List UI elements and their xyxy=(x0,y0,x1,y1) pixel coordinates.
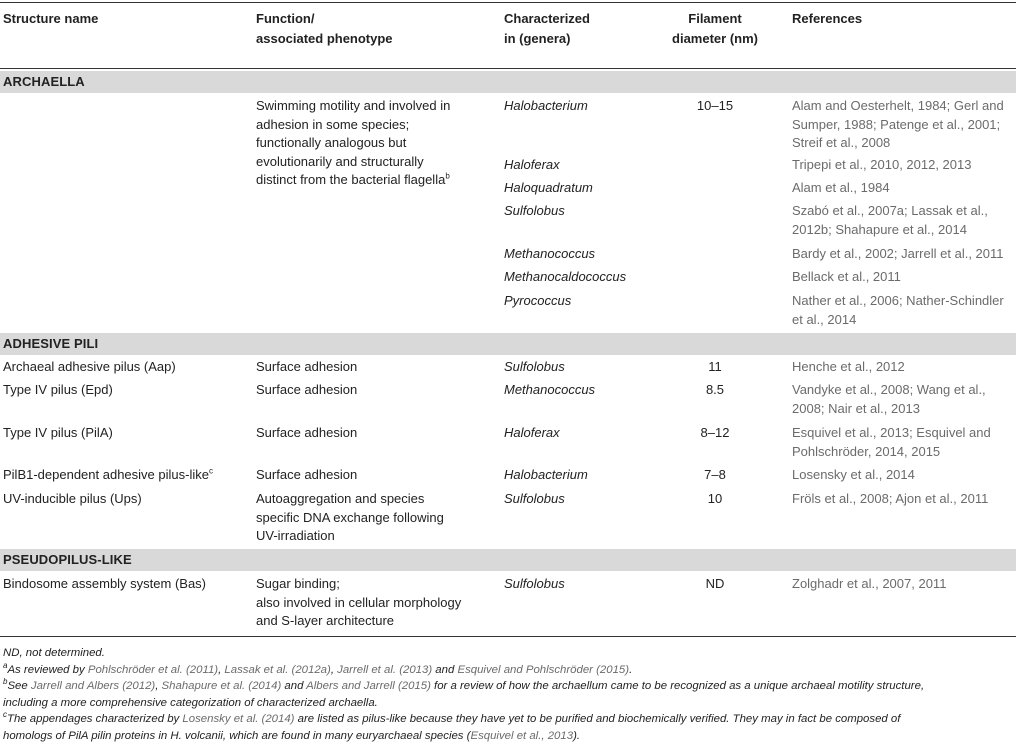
structure-genus: Sulfolobus xyxy=(504,576,565,591)
footnote-marker: b xyxy=(445,171,450,181)
function-line: UV-irradiation xyxy=(256,528,335,543)
footnote-marker: c xyxy=(3,710,7,720)
structure-name: UV-inducible pilus (Ups) xyxy=(3,491,142,506)
table-top-rule xyxy=(0,2,1016,3)
function-line: Surface adhesion xyxy=(256,467,358,482)
archaella-function-line: evolutionarily and structurally xyxy=(256,153,424,169)
footnote-c-line2: homologs of PilA pilin proteins in H. volcanii, which are found in many euryarchaeal species (Esquivel et al., 2013). xyxy=(3,729,581,742)
archaella-function-line: functionally analogous but xyxy=(256,135,407,150)
structure-genus: Haloferax xyxy=(504,425,560,440)
function-line: Surface adhesion xyxy=(256,425,358,440)
footnote-nd: ND, not determined. xyxy=(3,647,105,659)
footnote-marker: a xyxy=(3,660,8,670)
archaella-refs xyxy=(792,202,988,239)
header-characterized-line2: in (genera) xyxy=(504,31,571,46)
section-title-pseudopilus-like: PSEUDOPILUS-LIKE xyxy=(3,552,132,567)
structure-diameter: 11 xyxy=(708,359,722,374)
header-function xyxy=(256,9,393,49)
ref-line: Losensky et al., 2014 xyxy=(792,467,915,482)
ref-line: Nather et al., 2006; Nather-Schindler xyxy=(792,293,1004,308)
structure-name: PilB1-dependent adhesive pilus-like$^c$ xyxy=(3,466,213,482)
structure-function xyxy=(256,358,357,377)
ref-line: Sumper, 1988; Patenge et al., 2001; xyxy=(792,116,1001,132)
header-function-line2: associated phenotype xyxy=(256,31,393,46)
archaella-function-line: Swimming motility and involved in xyxy=(256,98,451,113)
footnote-marker: c xyxy=(208,466,213,476)
header-characterized xyxy=(504,9,590,49)
structure-diameter: 7–8 xyxy=(704,467,726,482)
ref-line: Vandyke et al., 2008; Wang et al., xyxy=(792,382,986,397)
archaella-refs xyxy=(792,156,971,175)
structure-refs xyxy=(792,424,991,461)
function-line: Surface adhesion xyxy=(256,359,358,374)
function-line: Surface adhesion xyxy=(256,382,358,397)
archaella-genus: Sulfolobus xyxy=(504,203,565,218)
structure-diameter: ND xyxy=(705,576,725,591)
footnotes xyxy=(3,645,1013,744)
archaella-genus: Halobacterium xyxy=(504,98,588,113)
structure-genus: Halobacterium xyxy=(504,467,588,482)
structure-name: Bindosome assembly system (Bas) xyxy=(3,576,207,591)
ref-line: Pohlschröder, 2014, 2015 xyxy=(792,443,941,459)
table-bottom-rule xyxy=(0,636,1016,637)
citation-link[interactable]: Pohlschröder et al. (2011) xyxy=(87,663,219,676)
archaella-refs xyxy=(792,268,901,287)
header-filament-line1: Filament xyxy=(688,11,742,26)
structure-function xyxy=(256,490,444,546)
section-title-adhesive-pili: ADHESIVE PILI xyxy=(3,336,99,351)
structure-function xyxy=(256,575,461,631)
structure-function xyxy=(256,424,357,443)
structure-diameter: 8–12 xyxy=(700,425,730,440)
footnote-marker: b xyxy=(3,677,8,687)
structure-refs xyxy=(792,381,986,418)
ref-line: et al., 2014 xyxy=(792,311,857,327)
footnote-a: $^a$As reviewed by Pohlschröder et al. (2011), Lassak et al. (2012a), Jarrell et al. (2013) and Esquivel and Pohlschröder (2015). xyxy=(3,660,633,676)
ref-line: 2008; Nair et al., 2013 xyxy=(792,400,920,416)
structure-refs xyxy=(792,575,946,594)
footnote-b: $^b$See Jarrell and Albers (2012), Shahapure et al. (2014) and Albers and Jarrell (2015) for a review of how the archaellum came to be recognized as a unique archaeal motility structure, xyxy=(3,677,925,692)
function-line: also involved in cellular morphology xyxy=(256,594,462,610)
section-band-pseudopilus-like xyxy=(0,549,1016,571)
citation-link[interactable]: Albers and Jarrell (2015) xyxy=(306,680,431,692)
header-references: References xyxy=(792,11,863,26)
footnote-b-line2: including a more comprehensive categorization of characterized archaella. xyxy=(3,696,378,709)
ref-line: Alam and Oesterhelt, 1984; Gerl and xyxy=(792,98,1004,113)
ref-line: Fröls et al., 2008; Ajon et al., 2011 xyxy=(792,491,989,506)
header-filament-line2: diameter (nm) xyxy=(672,31,758,46)
citation-link[interactable]: Esquivel and Pohlschröder (2015) xyxy=(457,663,630,676)
structure-diameter: 10 xyxy=(707,491,723,506)
citation-link[interactable]: Esquivel et al., 2013 xyxy=(470,729,574,742)
citation-link[interactable]: Jarrell and Albers (2012) xyxy=(30,680,156,692)
ref-line: Esquivel et al., 2013; Esquivel and xyxy=(792,425,991,440)
ref-line: Alam et al., 1984 xyxy=(792,180,890,195)
archaella-genus: Methanocaldococcus xyxy=(504,269,627,284)
ref-line: Streif et al., 2008 xyxy=(792,135,891,150)
citation-link[interactable]: Jarrell et al. (2013) xyxy=(337,663,433,676)
archaella-genus: Haloquadratum xyxy=(504,180,593,195)
function-line: Sugar binding; xyxy=(256,576,340,591)
header-bottom-rule xyxy=(0,68,1016,69)
archaella-diameter: 10–15 xyxy=(696,98,734,113)
function-line: specific DNA exchange following xyxy=(256,509,444,525)
ref-line: Bellack et al., 2011 xyxy=(792,269,901,284)
archaella-genus: Haloferax xyxy=(504,157,560,172)
ref-line: Tripepi et al., 2010, 2012, 2013 xyxy=(792,157,972,172)
ref-line: Szabó et al., 2007a; Lassak et al., xyxy=(792,203,988,218)
citation-link[interactable]: Losensky et al. (2014) xyxy=(182,713,295,725)
structure-function xyxy=(256,381,357,400)
structure-function xyxy=(256,466,357,485)
function-line: and S-layer architecture xyxy=(256,613,395,628)
ref-line: Henche et al., 2012 xyxy=(792,359,905,374)
structure-genus: Methanococcus xyxy=(504,382,596,397)
ref-line: Zolghadr et al., 2007, 2011 xyxy=(792,576,947,591)
structure-genus: Sulfolobus xyxy=(504,359,565,374)
ref-line: Bardy et al., 2002; Jarrell et al., 2011 xyxy=(792,246,1004,261)
archaella-genus: Methanococcus xyxy=(504,246,596,261)
function-line: Autoaggregation and species xyxy=(256,491,425,506)
archaella-genus: Pyrococcus xyxy=(504,293,572,308)
archaella-function-line: distinct from the bacterial flagella$^b$ xyxy=(256,171,450,187)
structure-diameter: 8.5 xyxy=(705,382,725,397)
section-title-archaella: ARCHAELLA xyxy=(3,74,85,89)
header-structure-name: Structure name xyxy=(3,11,99,26)
archaella-refs xyxy=(792,292,1004,329)
structure-name: Type IV pilus (Epd) xyxy=(3,382,113,397)
footnote-c: $^c$The appendages characterized by Losensky et al. (2014) are listed as pilus-like because they have yet to be purified and biochemically verified. They may in fact be composed of xyxy=(3,710,901,725)
archaella-refs xyxy=(792,97,1004,153)
structure-genus: Sulfolobus xyxy=(504,491,565,506)
citation-link[interactable]: Lassak et al. (2012a) xyxy=(224,663,331,676)
archaella-function xyxy=(256,97,496,190)
section-band-adhesive-pili xyxy=(0,333,1016,355)
header-filament xyxy=(650,9,780,49)
header-function-line1: Function/ xyxy=(256,11,315,26)
section-band-archaella xyxy=(0,71,1016,93)
header-characterized-line1: Characterized xyxy=(504,11,590,26)
structure-name: Type IV pilus (PilA) xyxy=(3,425,113,440)
structure-refs xyxy=(792,466,915,485)
structure-name: Archaeal adhesive pilus (Aap) xyxy=(3,359,176,374)
structure-refs xyxy=(792,358,905,377)
structure-refs xyxy=(792,490,988,509)
citation-link[interactable]: Shahapure et al. (2014) xyxy=(161,680,282,692)
ref-line: 2012b; Shahapure et al., 2014 xyxy=(792,221,967,237)
archaella-refs xyxy=(792,179,890,198)
archaella-refs xyxy=(792,245,1004,264)
archaella-function-line: adhesion in some species; xyxy=(256,116,410,132)
